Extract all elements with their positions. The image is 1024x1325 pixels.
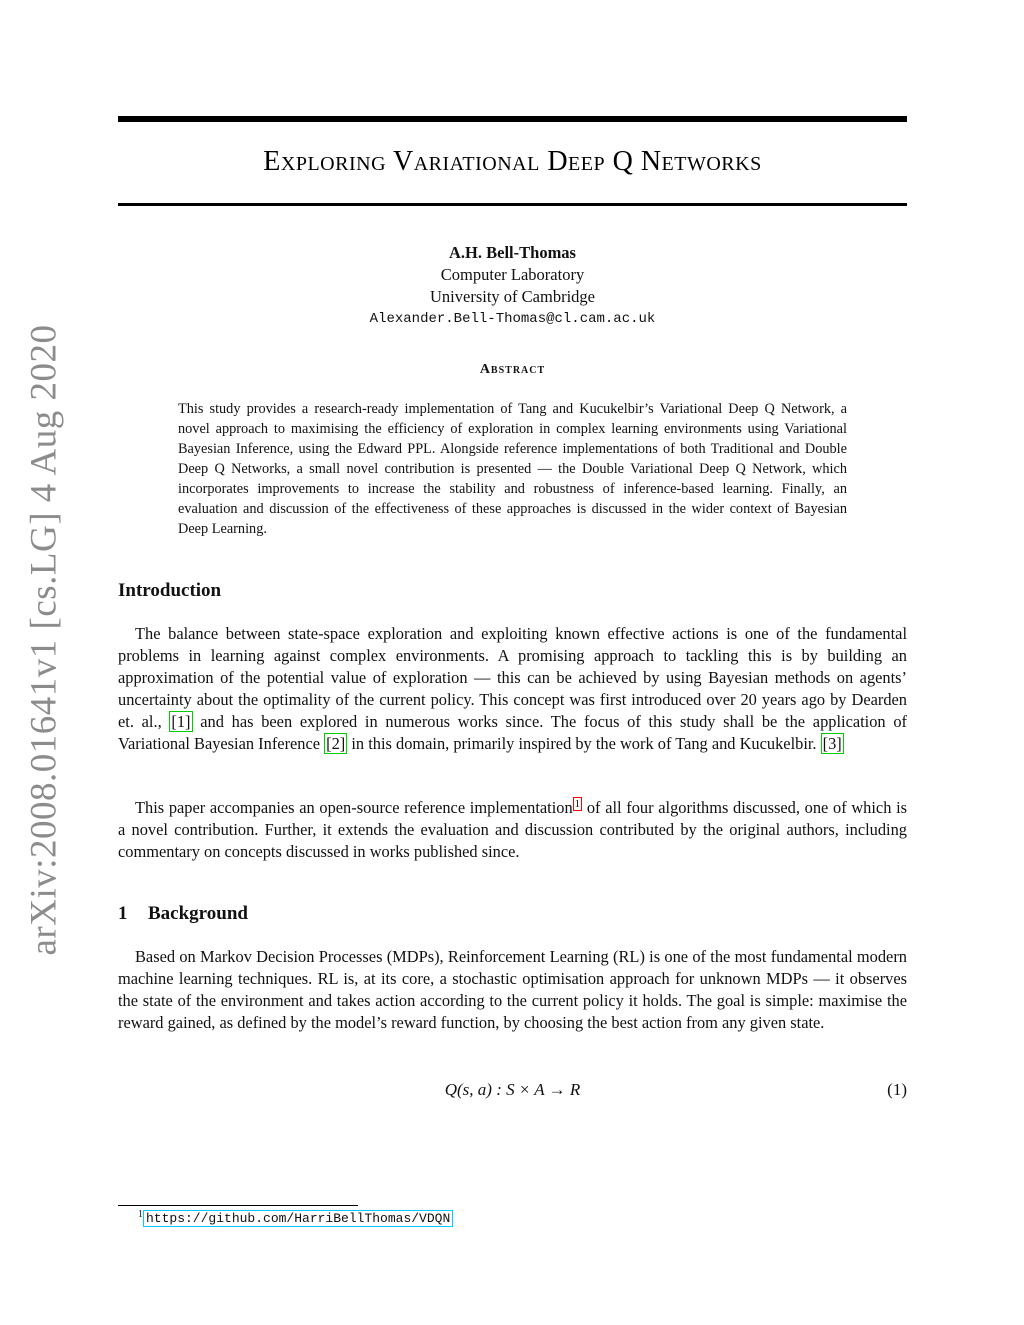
introduction-paragraph-2 [118, 797, 907, 863]
background-heading-text: Background [148, 903, 248, 924]
author-email[interactable]: Alexander.Bell-Thomas@cl.cam.ac.uk [369, 311, 656, 327]
footnote-ref-link[interactable]: 1 [574, 797, 581, 810]
title-bottom-rule [118, 203, 907, 206]
equation-1 [118, 1080, 907, 1104]
abstract-text: This study provides a research-ready implementation of Tang and Kucukelbir’s Variational Deep Q Network, a novel approach to maximising the efficiency of exploration in complex learning environments using Variational Bayesian Inference, using the Edward PPL. Alongside reference implementations of both Traditional and Double Deep Q Networks, a small novel contribution is presented — the Double Variational Deep Q Network, which incorporates improvements to increase the stability and robustness of inference-based learning. Finally, an evaluation and discussion of the effectiveness of these approaches is discussed in the wider context of Bayesian Deep Learning. [178, 401, 847, 537]
author-block [118, 242, 907, 330]
introduction-paragraph-1 [118, 623, 907, 755]
intro-p1-text-c: in this domain, primarily inspired by the work of Tang and Kucukelbir. [347, 734, 821, 753]
background-paragraph-1: Based on Markov Decision Processes (MDPs), Reinforcement Learning (RL) is one of the most fundamental modern machine learning techniques. RL is, at its core, a stochastic optimisation approach for unknown MDPs — it observes the state of the environment and takes action according to the current policy it holds. The goal is simple: maximise the reward gained, as defined by the model’s reward function, by choosing the best action from any given state. [118, 947, 907, 1032]
equation-body: Q(s, a) : S × A → R [444, 1080, 581, 1099]
citation-link-1[interactable]: [1] [171, 712, 191, 731]
citation-link-3[interactable]: [3] [822, 734, 842, 753]
author-name: A.H. Bell-Thomas [449, 243, 576, 262]
footnote-mark: 1 [138, 1209, 143, 1220]
intro-p1-text-a: The balance between state-space exploration and exploiting known effective actions is one of the fundamental problems in learning against complex environments. A promising approach to tackling this is by building an approximation of the potential value of exploration — this can be achieved by using Bayesian methods on agents’ uncertainty about the optimality of the current policy. This concept was first introduced over 20 years ago by Dearden et. al., [118, 624, 907, 731]
intro-p2-text-b: of all four algorithms discussed, one of which is a novel contribution. Further, it extends the evaluation and discussion contributed by the original authors, including commentary on concepts discussed in works published since. [118, 798, 908, 861]
arxiv-stamp: arXiv:2008.01641v1 [cs.LG] 4 Aug 2020 [23, 324, 65, 956]
author-institution: University of Cambridge [430, 287, 595, 306]
citation-link-2[interactable]: [2] [326, 734, 346, 753]
footnote-1 [138, 1209, 453, 1226]
intro-p2-text-a: This paper accompanies an open-source reference implementation [135, 798, 573, 817]
title-top-rule [118, 116, 907, 122]
introduction-heading: Introduction [118, 580, 222, 601]
background-heading [118, 903, 248, 925]
paper-title: Exploring Variational Deep Q Networks [263, 146, 762, 177]
footnote-rule [118, 1205, 358, 1206]
footnote-url-link[interactable]: https://github.com/HarriBellThomas/VDQN [143, 1210, 453, 1227]
abstract-heading: Abstract [479, 362, 546, 377]
background-section-number: 1 [118, 903, 128, 924]
author-department: Computer Laboratory [440, 265, 585, 284]
intro-p1-text-b: and has been explored in numerous works since. The focus of this study shall be the application of Variational Bayesian Inference [118, 712, 907, 753]
equation-number: (1) [887, 1080, 907, 1099]
